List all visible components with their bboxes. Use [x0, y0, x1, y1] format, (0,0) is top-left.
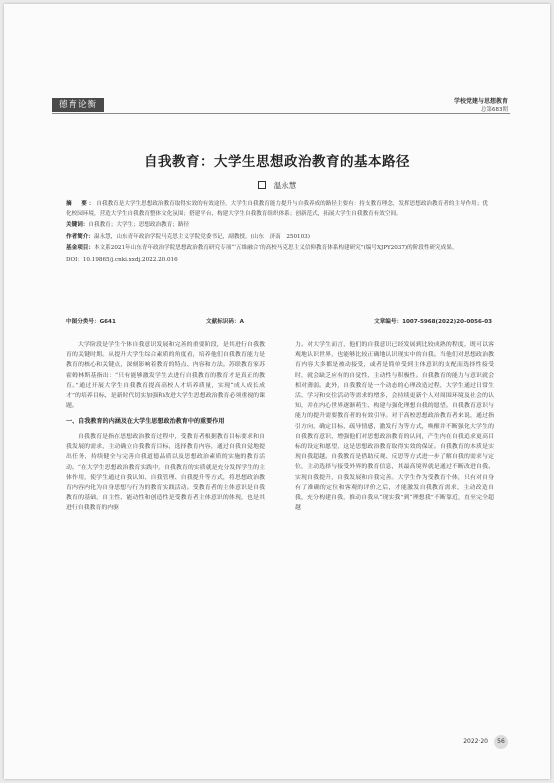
section-heading: 一、自我教育的内涵及在大学生思想政治教育中的重要作用	[66, 418, 225, 426]
body-column-left	[66, 340, 265, 514]
column-tag: 德育论衡	[52, 98, 104, 112]
fund	[66, 244, 492, 254]
abstract-text: 自我教育是大学生思想政治教育取得实效的有效途径。大学生自我教育能力提升与自我养成的路径主要有：持支教育理念，发挥思想政治教育者的主导作用；优化校园环境，营造大学生自我教育整体文化氛围；搭建平台，构建大学生自我教育组织体系；创新范式，拓展大学生自我教育有效空间。	[66, 201, 488, 217]
author-box-icon	[258, 181, 266, 189]
author-bio-label: 作者简介：	[66, 233, 94, 240]
abstract	[66, 200, 492, 219]
page-number: 56	[494, 735, 508, 749]
author-name: 温永慧	[273, 181, 297, 190]
article-title: 自我教育：大学生思想政治教育的基本路径	[144, 154, 410, 170]
journal-name: 学校党建与思想教育	[453, 98, 508, 105]
body-paragraph: 力。对大学生而言，他们的自我意识已经发展到比较成熟的程度，既可以客观地认识世界，也能够比较正确地认识现实中的自我。当他们对思想政治教育内容大多都是被动接受，或者是简单受到主体意识的支配而选择性接受时，就会缺乏应有的自觉性、主动性与积极性。自我教育的能力与意识就会相对薄弱。此外，自我教育是一个动态的心理改造过程，大学生通过日常生活、学习和交往活动等需求的增多，会持续更新个人对周围环境及社会的认知，并在内心世界逐渐萌生、构建与强化理想自我的愿望。自我教育意识与能力的提升需要教育者的有效引导。对于高校思想政治教育者来说，通过指引方向，确定目标，疏导情感，激发行为等方式，唤醒并不断强化大学生的自我教育意识，增强他们对思想政治教育的认同，产生内在自我追求更高目标的设定和愿望，这是思想政治教育取得实效的保证。自我教育的本质是实现自我超越。自我教育是借助反观、反思等方式进一步了解自我的需求与定位，主动选择与接受外界的教育信息，其最高境界就是通过不断改进自我、实现自我提升，自我发展和自我完善。大学生作为受教育个体，只有对自身有了准确的定位和客观的评价之后，才能激发自我教育需求，主动改造自我，充分构建自我，推动自我从“现实我”到“理想我”不断靠近，直至完全超越	[295, 342, 494, 512]
clc-number: 中图分类号：G641	[66, 319, 116, 325]
author-bio-text: 温永慧，山东青年政治学院马克思主义学院党委书记，副教授。(山东 济南 250103)	[93, 233, 310, 240]
author-line	[4, 180, 550, 191]
page-footer	[463, 735, 508, 749]
keywords-label: 关键词：	[66, 222, 89, 229]
keywords	[66, 221, 492, 231]
keywords-text: 自我教育；大学生；思想政治教育；路径	[88, 222, 190, 229]
issue-number: 总第683期	[481, 107, 508, 113]
article-number: 文章编号：1007-5968(2022)20-0056-03	[374, 319, 492, 325]
doi: DOI：10.19865/j.cnki.xxdj.2022.20.016	[66, 256, 178, 263]
header-rule	[52, 113, 510, 114]
body-paragraph: 自我教育是指在思想政治教育过程中，受教育者根据教育目标要求和自我发展的需求，主动确立自我教育目标，选择教育内容，通过自我自觉地提出任务，持续健全与完善自我道德品质以及思想政治素质的实施的教育活动。“在大学生思想政治教育实践中，自我教育的实质就是充分发挥学生的主体作用，使学生通过自我认知、自我管理、自我提升等方式，将思想政治教育内容内化为自身思想与行为的教育实践活动。受教育者的主体意识是自我教育的基础，自主性、能动性和创造性是受教育者主体意识的体现，也是其进行自我教育的内驱	[66, 433, 265, 512]
paper-page	[4, 4, 550, 779]
abstract-label: 摘 要：	[66, 201, 97, 207]
author-bio	[66, 233, 492, 243]
footer-issue: 2022·20	[463, 738, 488, 745]
fund-text: 本文系2021年山东青年政治学院思想政治教育研究专项“‘五维融合’的高校马克思主义信仰教育体系构建研究”(编号XJPY2037)的阶段性研究成果。	[93, 245, 458, 252]
fund-label: 基金项目：	[66, 245, 94, 252]
article-meta	[66, 200, 492, 268]
body-column-right	[295, 340, 494, 513]
document-code: 文献标识码：A	[206, 319, 244, 325]
body-paragraph: 大学阶段是学生个体自我意识发展和完善的重要阶段，是其进行自我教育的关键时期。从提升大学生综合素质的角度看，培养他们自我教育能力是教育的核心和关键点，深刻影响着教育的特点、内容和方法。苏联教育家苏霍姆林斯基指出：“只有能够激发学生去进行自我教育的教育才是真正的教育。”通过开展大学生自我教育提高高校人才培养质量，实现“成人成长成才”的培养目标，是新时代切实加强和改进大学生思想政治教育必须重视的课题。	[66, 342, 265, 410]
